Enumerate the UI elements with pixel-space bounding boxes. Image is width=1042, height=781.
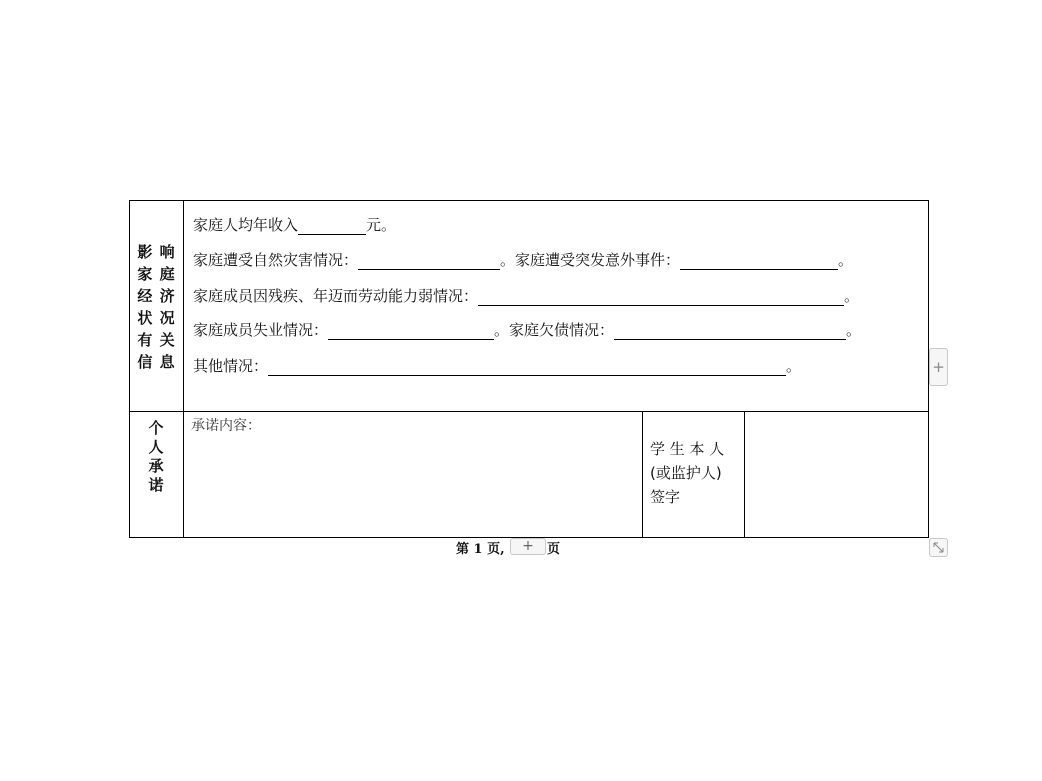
label-line: 有 关: [137, 331, 176, 349]
insert-page-field-button[interactable]: [510, 538, 546, 555]
income-label: 家庭人均年收入: [193, 216, 299, 234]
income-row: [193, 215, 396, 235]
sign-line: 签字: [650, 488, 681, 506]
unemployment-debt-row: [193, 320, 861, 340]
period: 。: [500, 251, 516, 269]
period: 。: [786, 357, 802, 375]
disaster-row: [193, 250, 853, 270]
promise-content-field[interactable]: [184, 435, 641, 535]
other-label: 其他情况：: [193, 357, 269, 375]
sign-line: 学 生 本 人: [650, 440, 725, 458]
debt-field[interactable]: [614, 323, 846, 340]
sign-line: (或监护人): [650, 464, 722, 482]
resize-icon: [930, 539, 947, 556]
page-number-suffix: 页: [547, 542, 561, 557]
label-line: 信 息: [137, 353, 176, 371]
signature-label: [650, 437, 740, 509]
label-line: 家 庭: [137, 265, 176, 283]
household-info-table: [129, 200, 929, 538]
debt-label: 家庭欠债情况：: [509, 321, 615, 339]
label-line: 个: [148, 419, 165, 437]
label-line: 影 响: [137, 243, 176, 261]
disability-row: [193, 286, 859, 306]
income-unit: 元。: [366, 216, 397, 234]
natural-disaster-label: 家庭遭受自然灾害情况：: [193, 251, 359, 269]
disability-field[interactable]: [478, 289, 844, 306]
promise-sign-divider: [642, 411, 643, 537]
promise-content-label: 承诺内容：: [191, 418, 261, 434]
disability-label: 家庭成员因残疾、年迈而劳动能力弱情况：: [193, 287, 479, 305]
page-number-prefix: 第 1 页,: [456, 542, 505, 557]
unemployment-field[interactable]: [328, 323, 494, 340]
personal-promise-label: [130, 419, 183, 495]
accident-label: 家庭遭受突发意外事件：: [515, 251, 681, 269]
plus-icon: +: [932, 358, 945, 376]
label-line: 诺: [148, 476, 165, 494]
income-field[interactable]: [298, 218, 366, 235]
label-line: 状 况: [137, 309, 176, 327]
economic-info-label: [130, 241, 183, 373]
period: 。: [844, 287, 860, 305]
period: 。: [838, 251, 854, 269]
natural-disaster-field[interactable]: [358, 253, 500, 270]
accident-field[interactable]: [680, 253, 838, 270]
label-line: 人: [148, 438, 165, 456]
unemployment-label: 家庭成员失业情况：: [193, 321, 329, 339]
period: 。: [494, 321, 510, 339]
label-line: 承: [148, 457, 165, 475]
add-row-button[interactable]: [929, 348, 948, 386]
other-field[interactable]: [268, 359, 786, 376]
table-resize-handle[interactable]: [929, 538, 948, 557]
label-line: 经 济: [137, 287, 176, 305]
plus-icon: +: [522, 538, 534, 554]
other-row: [193, 356, 801, 376]
period: 。: [846, 321, 862, 339]
signature-field[interactable]: [745, 412, 928, 537]
